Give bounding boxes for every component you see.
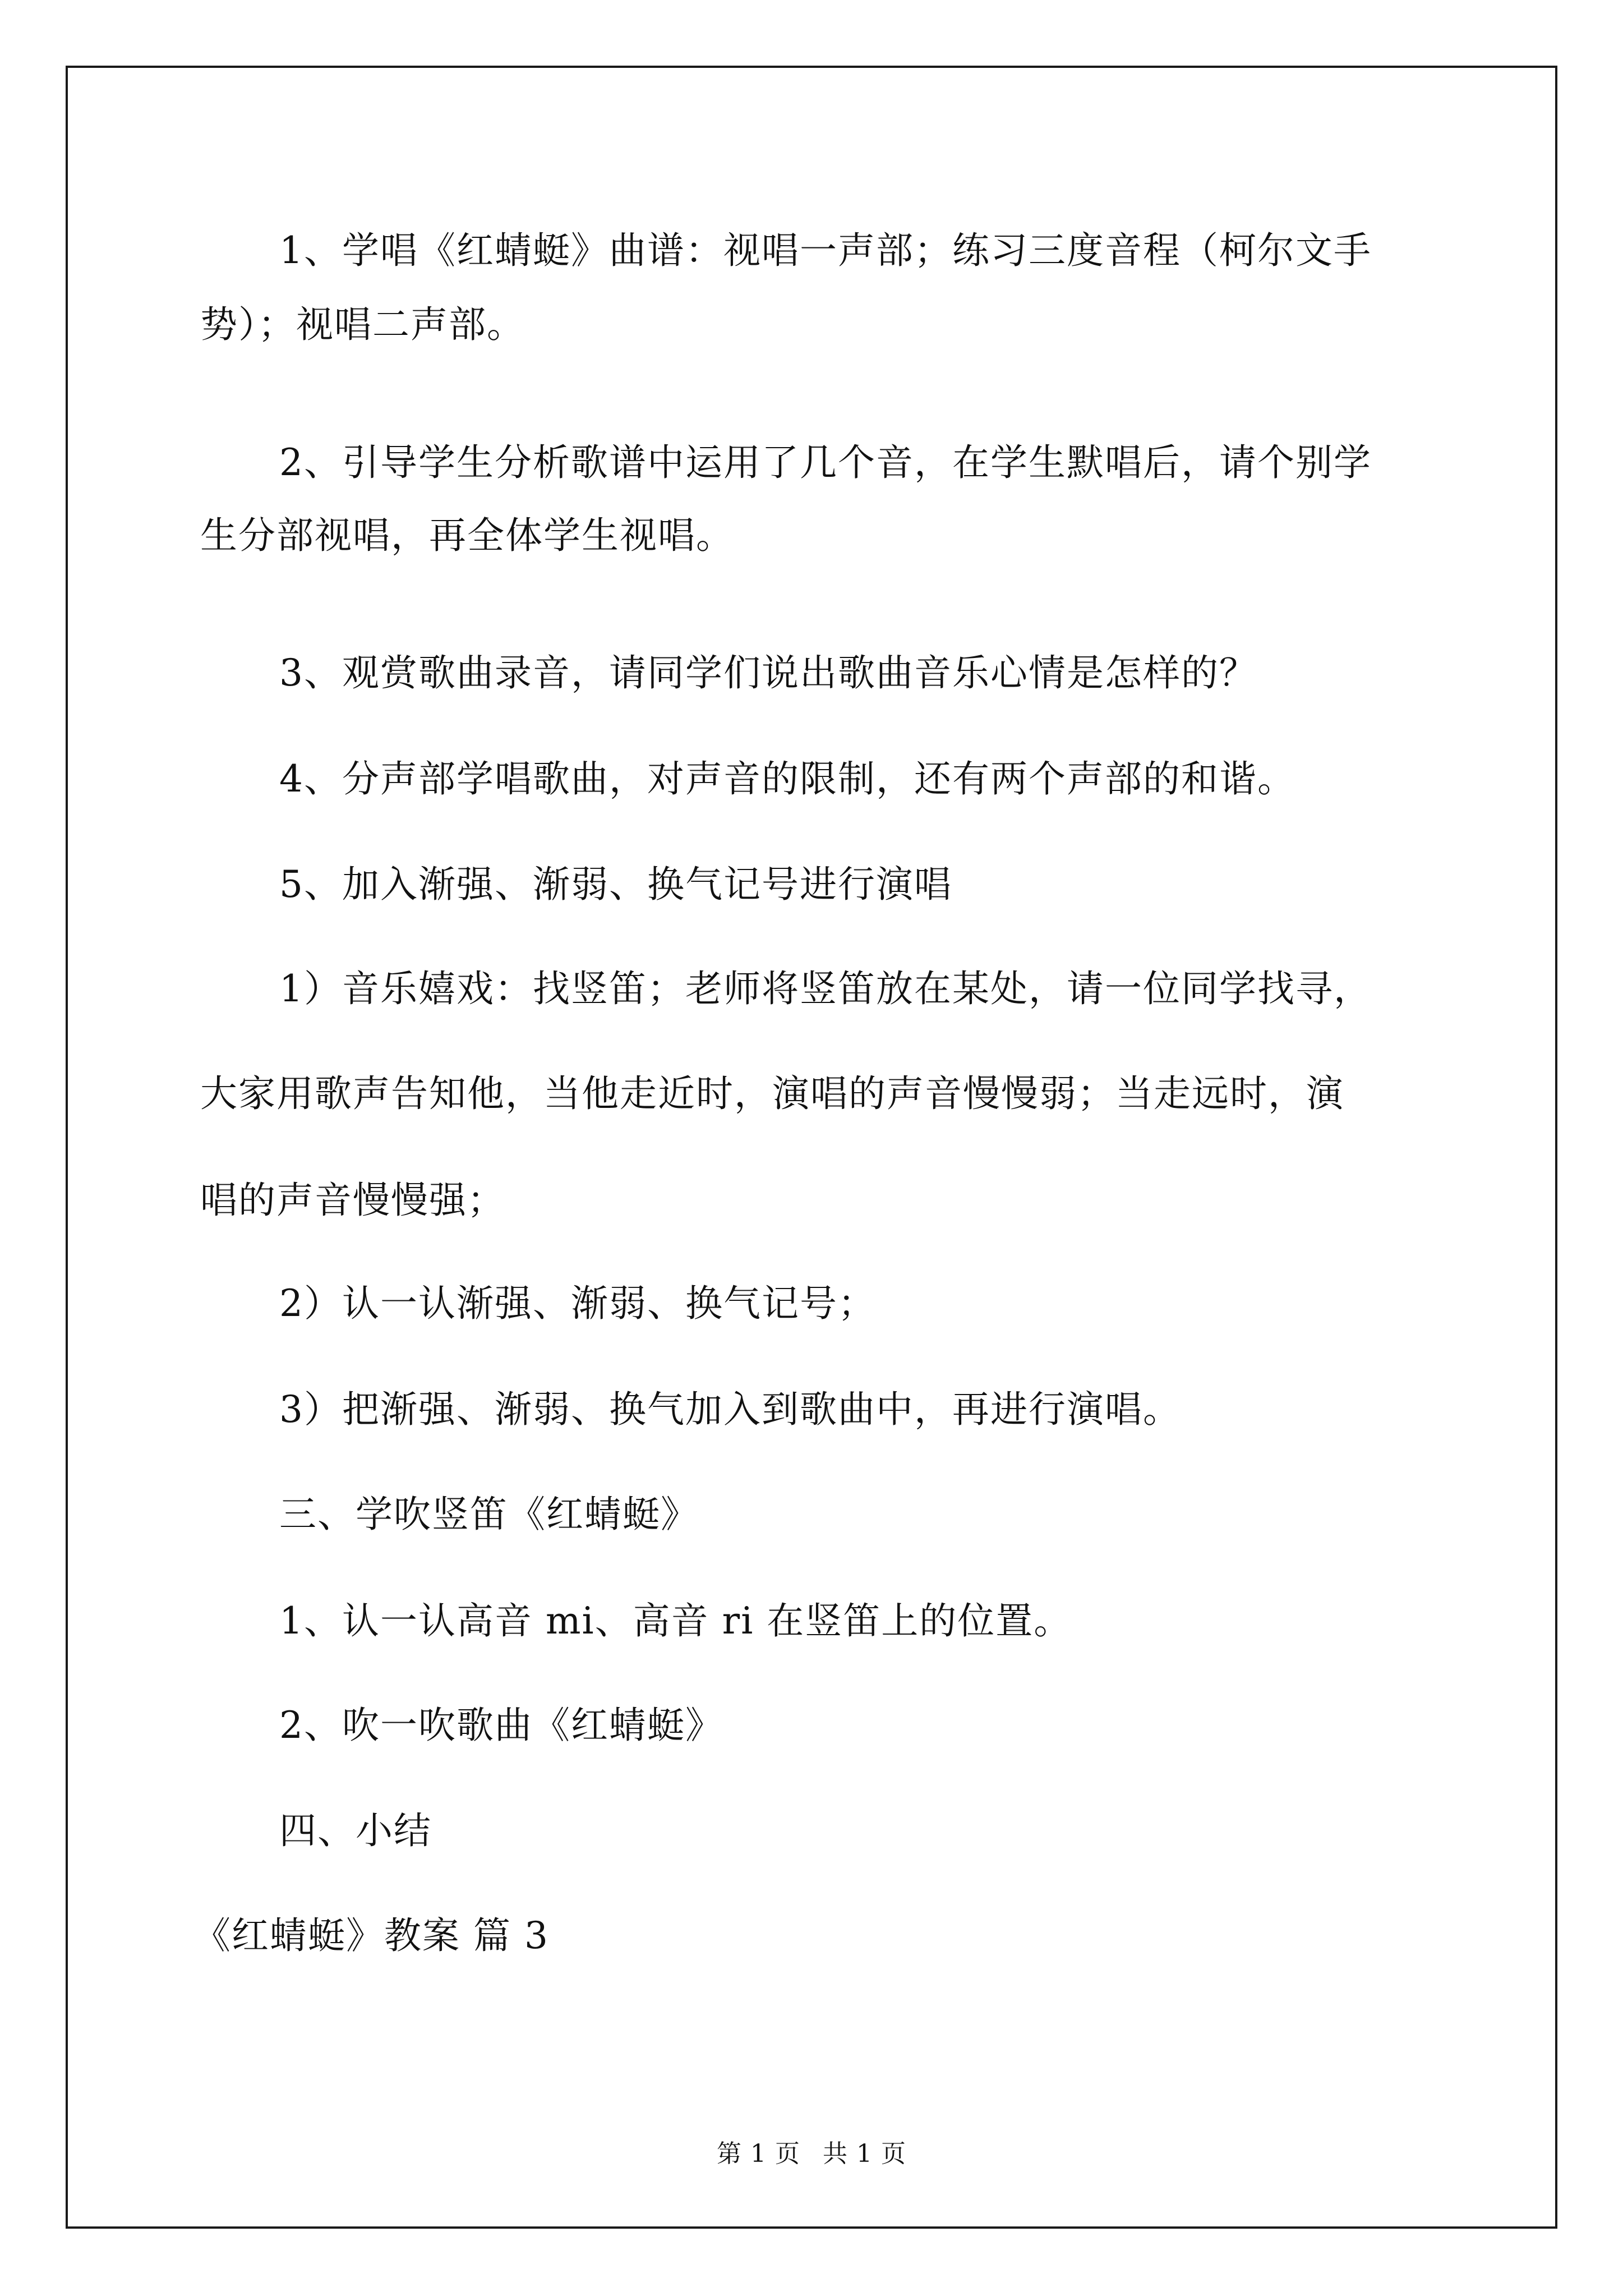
paragraph-line: 唱的声音慢慢强； xyxy=(200,1179,505,1222)
paragraph-line: 3）把渐强、渐弱、换气加入到歌曲中，再进行演唱。 xyxy=(279,1388,1181,1431)
page-border xyxy=(66,66,1557,2229)
paragraph-line: 5、加入渐强、渐弱、换气记号进行演唱 xyxy=(279,863,952,906)
paragraph-line: 大家用歌声告知他，当他走近时，演唱的声音慢慢弱；当走远时，演 xyxy=(200,1072,1344,1115)
page-footer xyxy=(0,2139,1623,2168)
page-total: 共 1 页 xyxy=(823,2139,906,2168)
paragraph-line: 2）认一认渐强、渐弱、换气记号； xyxy=(279,1282,876,1325)
paragraph-line: 2、吹一吹歌曲《红蜻蜓》 xyxy=(279,1704,723,1747)
paragraph-line: 4、分声部学唱歌曲，对声音的限制，还有两个声部的和谐。 xyxy=(279,757,1295,800)
paragraph-line: 1、认一认高音 mi、高音 ri 在竖笛上的位置。 xyxy=(279,1599,1072,1642)
paragraph-line: 生分部视唱，再全体学生视唱。 xyxy=(200,514,734,557)
paragraph-line: 2、引导学生分析歌谱中运用了几个音，在学生默唱后，请个别学 xyxy=(279,441,1372,484)
paragraph-line: 1、学唱《红蜻蜓》曲谱：视唱一声部；练习三度音程（柯尔文手 xyxy=(279,229,1372,272)
page-number: 第 1 页 xyxy=(717,2139,800,2168)
paragraph-line: 3、观赏歌曲录音，请同学们说出歌曲音乐心情是怎样的？ xyxy=(279,651,1257,694)
document-heading: 《红蜻蜓》教案 篇 3 xyxy=(193,1914,549,1957)
paragraph-line: 1）音乐嬉戏：找竖笛；老师将竖笛放在某处，请一位同学找寻， xyxy=(279,967,1372,1010)
section-heading: 四、小结 xyxy=(279,1809,432,1852)
paragraph-line: 势）；视唱二声部。 xyxy=(200,303,525,346)
section-heading: 三、学吹竖笛《红蜻蜓》 xyxy=(279,1493,699,1536)
